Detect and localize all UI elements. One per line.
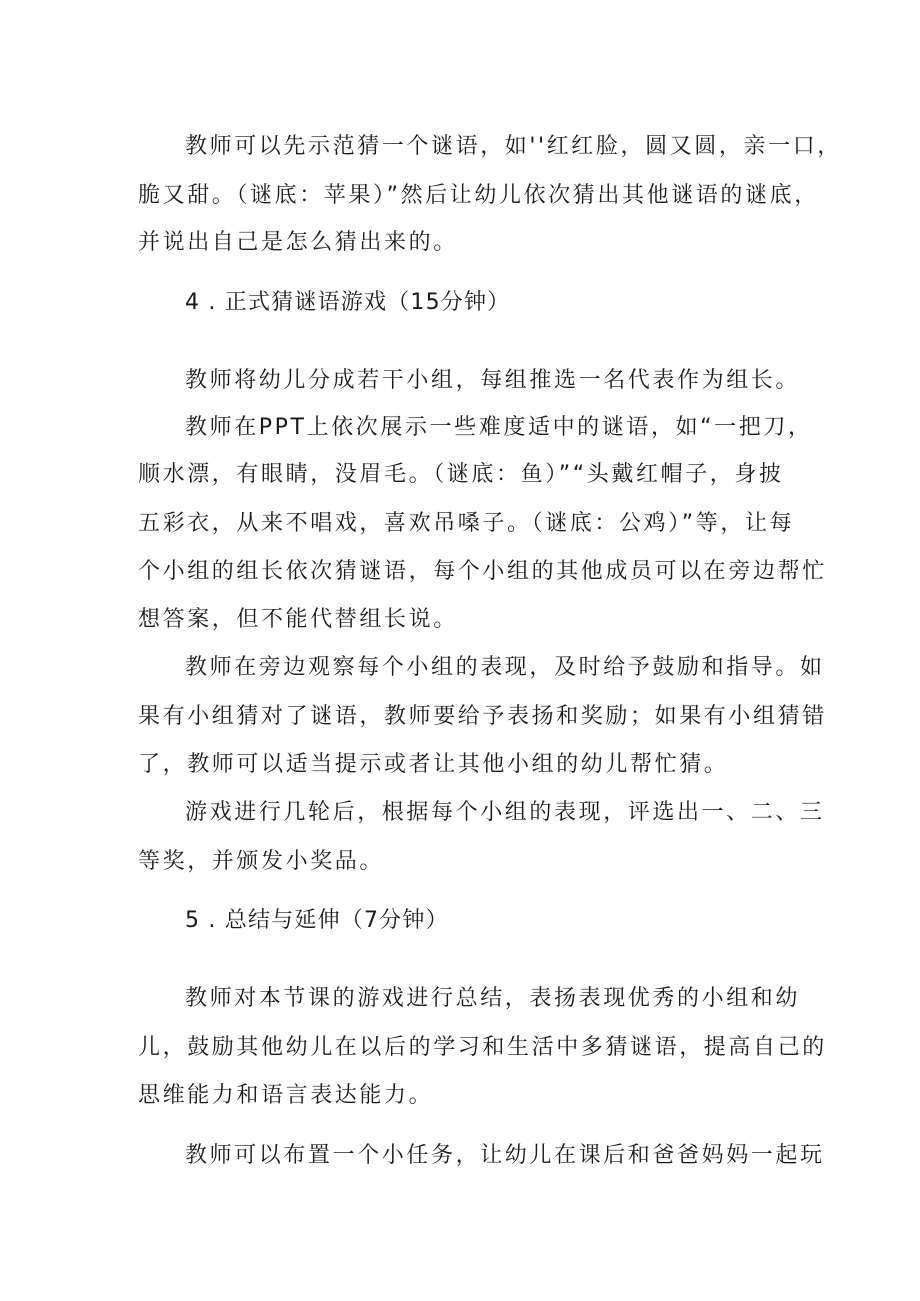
paragraph-4-line-2: 果有小组猜对了谜语，教师要给予表扬和奖励；如果有小组猜错	[138, 704, 827, 729]
paragraph-2-line-1: 教师将幼儿分成若干小组，每组推选一名代表作为组长。	[185, 368, 801, 393]
paragraph-4-line-1: 教师在旁边观察每个小组的表现，及时给予鼓励和指导。如	[185, 655, 825, 680]
paragraph-6-line-2: 儿，鼓励其他幼儿在以后的学习和生活中多猜谜语，提高自己的	[138, 1035, 827, 1060]
paragraph-5-line-1: 游戏进行几轮后，根据每个小组的表现，评选出一、二、三	[185, 800, 825, 825]
paragraph-1-line-2: 脆又甜。（谜底：苹果）”然后让幼儿依次猜出其他谜语的谜底，	[138, 183, 819, 208]
paragraph-6-line-1: 教师对本节课的游戏进行总结，表扬表现优秀的小组和幼	[185, 986, 801, 1011]
paragraph-1-line-1: 教师可以先示范猜一个谜语，如''红红脸，圆又圆，亲一口，	[185, 134, 842, 159]
section-5-heading: 5 . 总结与延伸（7分钟）	[185, 908, 449, 933]
paragraph-5-line-2: 等奖，并颁发小奖品。	[138, 849, 385, 874]
paragraph-6-line-3: 思维能力和语言表达能力。	[138, 1083, 434, 1108]
paragraph-3-line-3: 五彩衣，从来不唱戏，喜欢吊嗓子。（谜底：公鸡）”等，让每	[138, 511, 795, 536]
paragraph-3-line-2: 顺水漂，有眼睛，没眉毛。（谜底：鱼）”“头戴红帽子，身披	[138, 462, 784, 487]
paragraph-4-line-3: 了，教师可以适当提示或者让其他小组的幼儿帮忙猜。	[138, 752, 729, 777]
paragraph-1-line-3: 并说出自己是怎么猜出来的。	[138, 230, 458, 255]
paragraph-3-line-1: 教师在PPT上依次展示一些难度适中的谜语，如“一把刀，	[185, 415, 813, 440]
paragraph-7-line-1: 教师可以布置一个小任务，让幼儿在课后和爸爸妈妈一起玩	[185, 1143, 825, 1168]
paragraph-3-line-4: 个小组的组长依次猜谜语，每个小组的其他成员可以在旁边帮忙	[138, 559, 827, 584]
section-4-heading: 4 . 正式猜谜语游戏（15分钟）	[185, 290, 511, 315]
paragraph-3-line-5: 想答案，但不能代替组长说。	[138, 607, 458, 632]
